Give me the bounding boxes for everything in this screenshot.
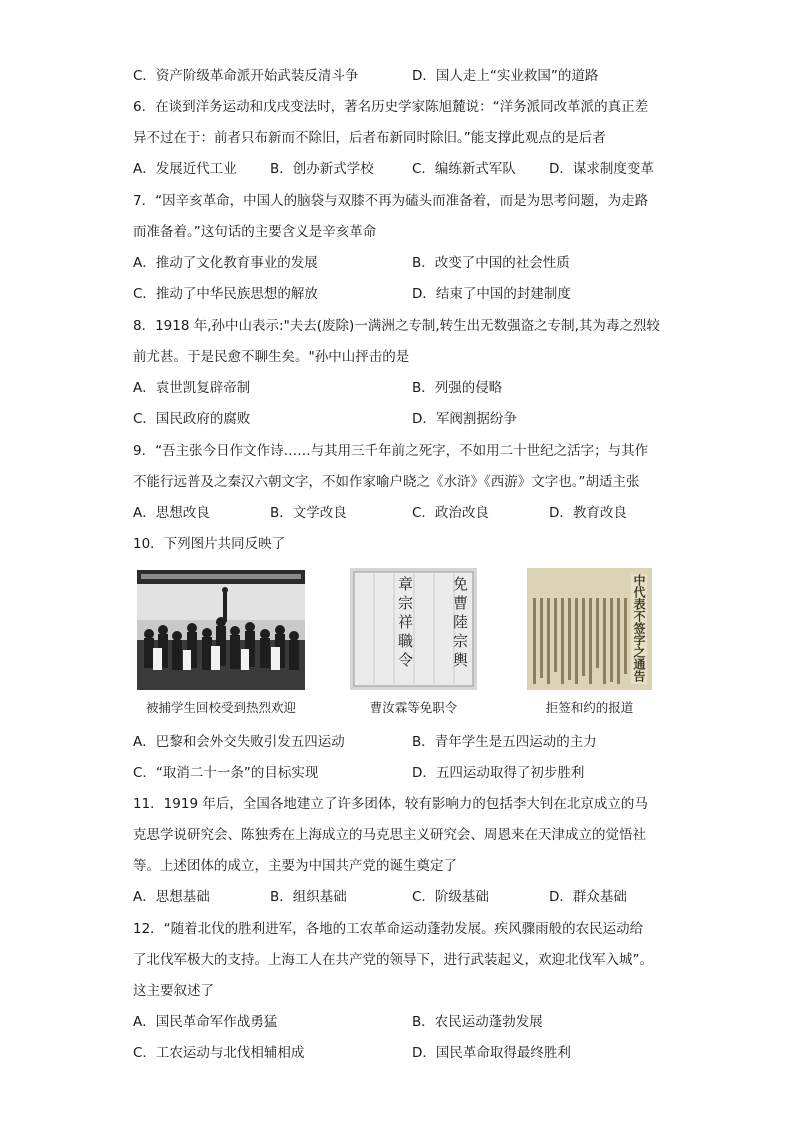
q11-stem-line1: 11．1919 年后，全国各地建立了许多团体，较有影响力的包括李大钊在北京成立的马 [133, 796, 648, 812]
q6-option-a: A．发展近代工业 [133, 161, 237, 177]
order-char: 陸 [451, 614, 469, 629]
q9-option-a: A．思想改良 [133, 505, 210, 521]
order-text-block [360, 576, 468, 682]
q11-option-c: C．阶级基础 [412, 889, 489, 905]
q12-option-c: C．工农运动与北伐相辅相成 [133, 1045, 305, 1061]
order-char: 免 [451, 576, 469, 591]
q6-stem-line1: 6．在谈到洋务运动和戊戌变法时，著名历史学家陈旭麓说：“洋务派同改革派的真正差 [133, 99, 649, 115]
order-char: 曹 [451, 595, 469, 610]
q12-option-b: B．农民运动蓬勃发展 [412, 1014, 543, 1030]
q9-stem-line2: 不能行远普及之秦汉六朝文字，不如作家喻户晓之《水浒》《西游》文字也。”胡适主张 [133, 474, 640, 490]
q10-option-a: A．巴黎和会外交失败引发五四运动 [133, 734, 345, 750]
q10-option-d: D．五四运动取得了初步胜利 [412, 765, 585, 781]
q9-option-d: D．教育改良 [549, 505, 627, 521]
q8-stem-line2: 前尤甚。于是民愈不聊生矣。"孙中山抨击的是 [133, 349, 410, 365]
photo-dismissal-order [350, 568, 477, 690]
q10-option-b: B．青年学生是五四运动的主力 [412, 734, 597, 750]
q7-option-c: C．推动了中华民族思想的解放 [133, 286, 318, 302]
q6-stem-line2: 异不过在于：前者只布新而不除旧，后者布新同时除旧。”能支撑此观点的是后者 [133, 130, 606, 146]
q8-stem-line1: 8．1918 年,孙中山表示:"夫去(废除)一满洲之专制,转生出无数强盗之专制,其为毒之烈较 [133, 318, 660, 334]
q11-option-a: A．思想基础 [133, 889, 210, 905]
crowd-photo-illustration [137, 570, 305, 690]
caption-newspaper-report: 拒签和约的报道 [545, 700, 634, 715]
q6-option-b: B．创办新式学校 [270, 161, 374, 177]
q7-stem-line1: 7．“因辛亥革命，中国人的脑袋与双膝不再为磕头而准备着，而是为思考问题，为走路 [133, 193, 649, 209]
q5-option-c: C．资产阶级革命派开始武装反清斗争 [133, 68, 359, 84]
order-char: 章 [396, 576, 414, 591]
q12-option-a: A．国民革命军作战勇猛 [133, 1014, 278, 1030]
q12-stem-line2: 了北伐军极大的支持。上海工人在共产党的领导下，进行武装起义，欢迎北伐军入城”。 [133, 952, 653, 968]
q10-option-c: C．“取消二十一条”的目标实现 [133, 765, 319, 781]
q9-option-b: B．文学改良 [270, 505, 347, 521]
q7-stem-line2: 而准备着。”这句话的主要含义是辛亥革命 [133, 224, 377, 240]
q12-stem-line1: 12．“随着北伐的胜利进军，各地的工农革命运动蓬勃发展。疾风骤雨般的农民运动给 [133, 921, 644, 937]
q5-option-d: D．国人走上“实业救国”的道路 [412, 68, 599, 84]
q6-option-d: D．谋求制度变革 [549, 161, 654, 177]
q7-option-a: A．推动了文化教育事业的发展 [133, 255, 318, 271]
q6-option-c: C．编练新式军队 [412, 161, 516, 177]
order-char: 令 [396, 652, 414, 667]
q9-option-c: C．政治改良 [412, 505, 489, 521]
photo-newspaper-report [527, 568, 652, 690]
order-char: 職 [396, 633, 414, 648]
order-char: 輿 [451, 652, 469, 667]
caption-students-returning: 被捕学生回校受到热烈欢迎 [145, 700, 296, 715]
newspaper-headline: 中代表不签字之通告 [632, 574, 646, 682]
q8-option-b: B．列强的侵略 [412, 380, 503, 396]
order-char: 宗 [396, 595, 414, 610]
q11-option-d: D．群众基础 [549, 889, 627, 905]
q9-stem-line1: 9．“吾主张今日作文作诗……与其用三千年前之死字，不如用二十世纪之活字；与其作 [133, 443, 649, 459]
q12-stem-line3: 这主要叙述了 [133, 983, 214, 999]
caption-dismissal-order: 曹汝霖等免职令 [369, 700, 458, 715]
q11-stem-line2: 克思学说研究会、陈独秀在上海成立的马克思主义研究会、周恩来在天津成立的觉悟社 [133, 827, 646, 843]
q10-stem: 10．下列图片共同反映了 [133, 536, 286, 552]
q12-option-d: D．国民革命取得最终胜利 [412, 1045, 571, 1061]
q8-option-a: A．袁世凯复辟帝制 [133, 380, 251, 396]
q11-stem-line3: 等。上述团体的成立，主要为中国共产党的诞生奠定了 [133, 858, 457, 874]
order-char: 宗 [451, 633, 469, 648]
q11-option-b: B．组织基础 [270, 889, 347, 905]
q7-option-b: B．改变了中国的社会性质 [412, 255, 570, 271]
q8-option-c: C．国民政府的腐败 [133, 411, 251, 427]
photo-students-returning [137, 570, 305, 690]
q7-option-d: D．结束了中国的封建制度 [412, 286, 571, 302]
q8-option-d: D．军阀割据纷争 [412, 411, 517, 427]
order-char: 祥 [396, 614, 414, 629]
